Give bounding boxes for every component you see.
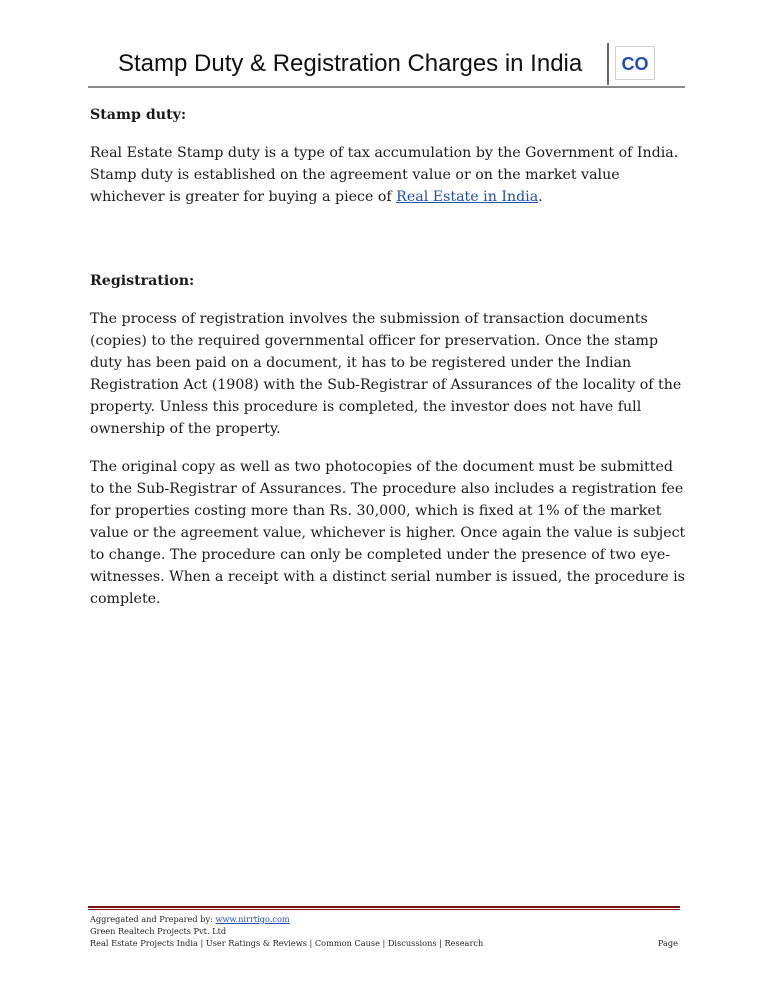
- registration-paragraph-1: The process of registration involves the submission of transaction documents (copies) to the required governmental officer for preservation. Once the stamp duty has been paid on a document, it has to be registered under the Indian Registration Act (1908) with the Sub-Registrar of Assurances of the locality of the property. Unless this procedure is completed, the investor does not have full ownership of the property.: [90, 311, 682, 437]
- page-footer: [90, 913, 680, 949]
- section-spacer: [90, 224, 690, 270]
- footer-website-link[interactable]: www.nirrtigo.com: [215, 914, 290, 924]
- document-title: Stamp Duty & Registration Charges in India: [118, 50, 583, 77]
- footer-prepared-label: Aggregated and Prepared by:: [90, 914, 216, 924]
- document-body: [90, 104, 690, 626]
- registration-paragraph-2: The original copy as well as two photocopies of the document must be submitted to the Sub-Registrar of Assurances. The procedure also includes a registration fee for properties costing more than Rs. 30,000, which is fixed at 1% of the market value or the agreement value, whichever is higher. Once again the value is subject to change. The procedure can only be completed under the presence of two eye-witnesses. When a receipt with a distinct serial number is issued, the procedure is complete.: [90, 459, 686, 607]
- footer-nav-text: Real Estate Projects India | User Ratings & Reviews | Common Cause | Discussions | Research: [90, 938, 484, 948]
- stamp-duty-paragraph: [90, 142, 690, 208]
- header-divider: [607, 43, 609, 85]
- header-rule: [88, 86, 685, 88]
- logo-text: CO: [621, 54, 649, 74]
- stamp-duty-heading: Stamp duty:: [90, 107, 187, 123]
- stamp-duty-text: Real Estate Stamp duty is a type of tax accumulation by the Government of India. Stamp duty is established on the agreement value or on the market value whichever is greater for buying a piece of: [90, 145, 679, 205]
- real-estate-link[interactable]: Real Estate in India: [396, 189, 539, 205]
- footer-prepared-line: [90, 913, 680, 925]
- footer-company: Green Realtech Projects Pvt. Ltd: [90, 926, 227, 936]
- footer-page-label: Page: [657, 938, 678, 948]
- footer-rule: [88, 906, 680, 910]
- logo-icon: [615, 46, 655, 80]
- stamp-duty-text-end: .: [538, 189, 543, 205]
- registration-heading: Registration:: [90, 273, 195, 289]
- company-logo: [615, 46, 655, 80]
